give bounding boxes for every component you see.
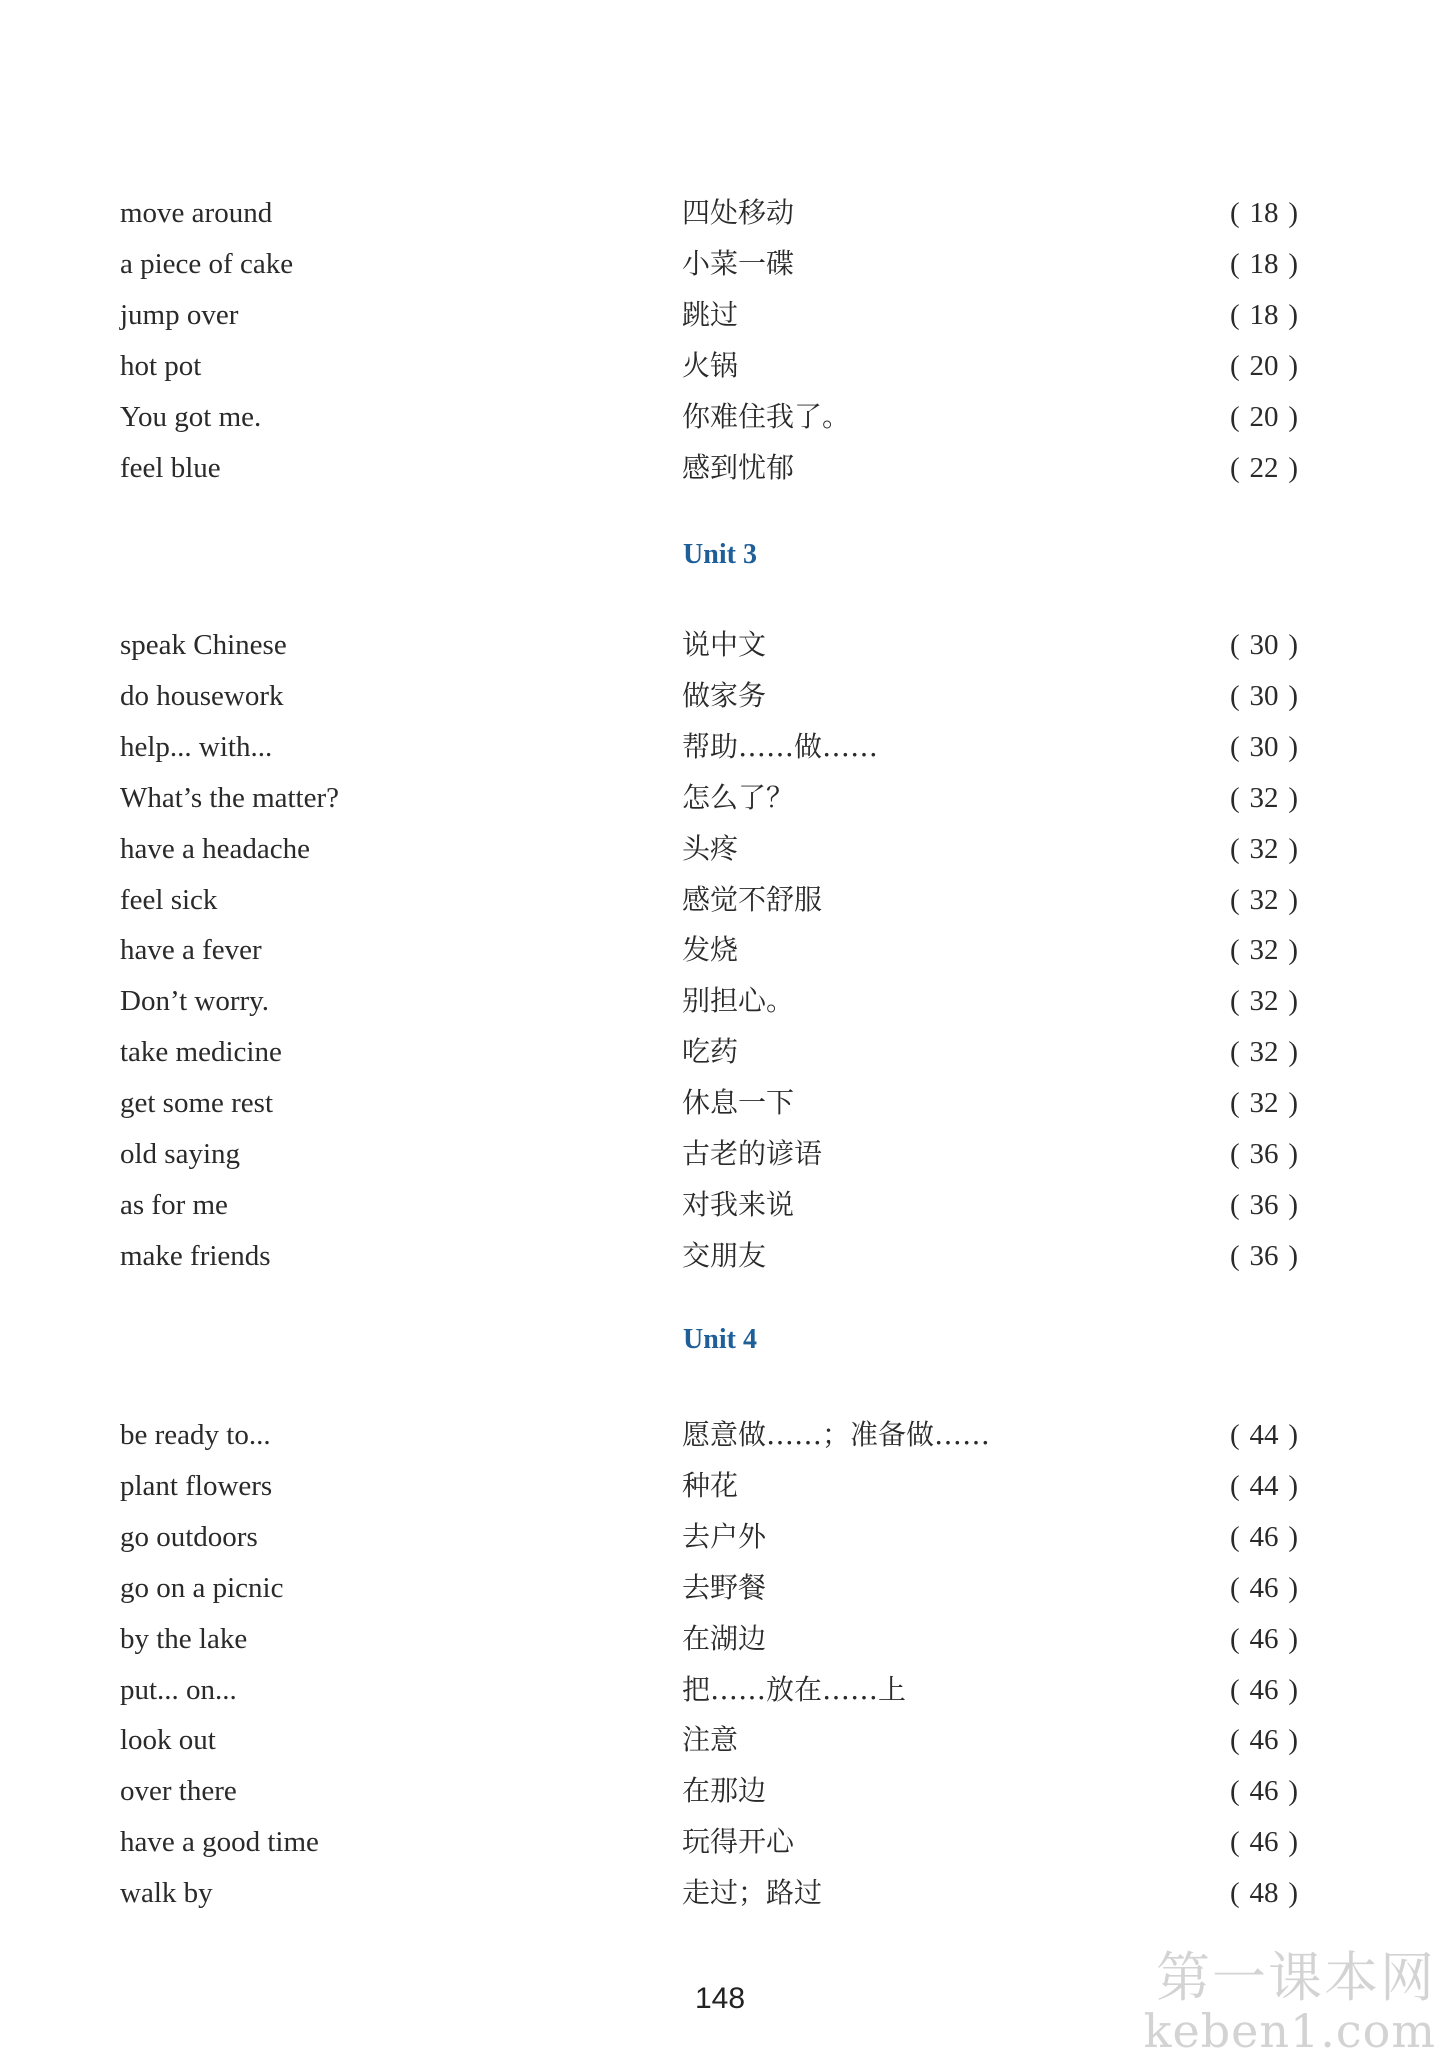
phrase-english: take medicine <box>120 1036 282 1068</box>
phrase-chinese: 去户外 <box>682 1520 767 1553</box>
phrase-row <box>0 976 1456 1026</box>
phrase-page-ref <box>1230 773 1298 823</box>
page-ref-number: 32 <box>1249 1087 1279 1119</box>
page-ref-number: 32 <box>1249 985 1279 1017</box>
phrase-english: jump over <box>120 299 239 331</box>
phrase-english: have a good time <box>120 1826 319 1858</box>
close-paren: ) <box>1288 1470 1298 1502</box>
close-paren: ) <box>1288 1775 1298 1807</box>
phrase-page-ref <box>1230 1715 1298 1765</box>
phrase-english: What’s the matter? <box>120 782 340 814</box>
close-paren: ) <box>1288 884 1298 916</box>
page-ref-number: 46 <box>1249 1572 1279 1604</box>
open-paren: ( <box>1230 680 1240 712</box>
open-paren: ( <box>1230 1674 1240 1706</box>
phrase-english: move around <box>120 197 273 229</box>
watermark-line1: 第一课本网 <box>1156 1946 1436 2009</box>
phrase-row <box>0 1715 1456 1765</box>
phrase-row <box>0 239 1456 289</box>
phrase-english: plant flowers <box>120 1470 273 1502</box>
close-paren: ) <box>1288 833 1298 865</box>
open-paren: ( <box>1230 731 1240 763</box>
phrase-page-ref <box>1230 1614 1298 1664</box>
phrase-chinese: 古老的谚语 <box>682 1137 823 1170</box>
phrase-english: old saying <box>120 1138 241 1170</box>
open-paren: ( <box>1230 629 1240 661</box>
unit-heading: Unit 4 <box>683 1324 757 1355</box>
open-paren: ( <box>1230 1419 1240 1451</box>
phrase-row <box>0 1129 1456 1179</box>
page-ref-number: 20 <box>1249 350 1279 382</box>
open-paren: ( <box>1230 1087 1240 1119</box>
page-ref-number: 22 <box>1249 452 1279 484</box>
page-ref-number: 46 <box>1249 1826 1279 1858</box>
open-paren: ( <box>1230 248 1240 280</box>
phrase-chinese: 对我来说 <box>682 1188 795 1221</box>
close-paren: ) <box>1288 680 1298 712</box>
page-ref-number: 32 <box>1249 782 1279 814</box>
close-paren: ) <box>1288 452 1298 484</box>
open-paren: ( <box>1230 884 1240 916</box>
phrase-row <box>0 392 1456 442</box>
phrase-chinese: 怎么了？ <box>682 781 795 814</box>
phrase-row <box>0 1563 1456 1613</box>
close-paren: ) <box>1288 985 1298 1017</box>
phrase-row <box>0 1180 1456 1230</box>
phrase-chinese: 把……放在……上 <box>682 1673 907 1706</box>
open-paren: ( <box>1230 934 1240 966</box>
close-paren: ) <box>1288 1240 1298 1272</box>
phrase-english: look out <box>120 1724 216 1756</box>
page-ref-number: 32 <box>1249 833 1279 865</box>
close-paren: ) <box>1288 782 1298 814</box>
page-ref-number: 36 <box>1249 1189 1279 1221</box>
open-paren: ( <box>1230 1470 1240 1502</box>
phrase-page-ref <box>1230 1027 1298 1077</box>
phrase-chinese: 你难住我了。 <box>682 400 851 433</box>
phrase-page-ref <box>1230 443 1298 493</box>
phrase-row <box>0 1512 1456 1562</box>
open-paren: ( <box>1230 1036 1240 1068</box>
page-ref-number: 46 <box>1249 1775 1279 1807</box>
phrase-row <box>0 1410 1456 1460</box>
phrase-chinese: 注意 <box>682 1723 739 1756</box>
phrase-row <box>0 1231 1456 1281</box>
close-paren: ) <box>1288 350 1298 382</box>
open-paren: ( <box>1230 985 1240 1017</box>
phrase-english: go outdoors <box>120 1521 258 1553</box>
open-paren: ( <box>1230 1623 1240 1655</box>
phrase-page-ref <box>1230 722 1298 772</box>
phrase-chinese: 帮助……做…… <box>682 730 879 763</box>
phrase-chinese: 种花 <box>682 1469 739 1502</box>
close-paren: ) <box>1288 1724 1298 1756</box>
close-paren: ) <box>1288 1138 1298 1170</box>
close-paren: ) <box>1288 629 1298 661</box>
phrase-chinese: 别担心。 <box>682 984 795 1017</box>
close-paren: ) <box>1288 934 1298 966</box>
close-paren: ) <box>1288 1419 1298 1451</box>
phrase-row <box>0 875 1456 925</box>
phrase-page-ref <box>1230 824 1298 874</box>
page-ref-number: 46 <box>1249 1674 1279 1706</box>
phrase-english: make friends <box>120 1240 271 1272</box>
page-ref-number: 18 <box>1249 248 1279 280</box>
close-paren: ) <box>1288 1623 1298 1655</box>
open-paren: ( <box>1230 299 1240 331</box>
phrase-english: get some rest <box>120 1087 274 1119</box>
page-ref-number: 44 <box>1249 1419 1279 1451</box>
phrase-page-ref <box>1230 1410 1298 1460</box>
phrase-chinese: 四处移动 <box>682 196 795 229</box>
phrase-page-ref <box>1230 1180 1298 1230</box>
phrase-row <box>0 620 1456 670</box>
close-paren: ) <box>1288 1189 1298 1221</box>
phrase-page-ref <box>1230 392 1298 442</box>
phrase-row <box>0 341 1456 391</box>
page-ref-number: 46 <box>1249 1623 1279 1655</box>
open-paren: ( <box>1230 197 1240 229</box>
phrase-page-ref <box>1230 1078 1298 1128</box>
phrase-row <box>0 773 1456 823</box>
phrase-chinese: 玩得开心 <box>682 1825 795 1858</box>
page-ref-number: 48 <box>1249 1877 1279 1909</box>
close-paren: ) <box>1288 248 1298 280</box>
open-paren: ( <box>1230 1724 1240 1756</box>
unit-heading: Unit 3 <box>683 539 757 570</box>
page-ref-number: 30 <box>1249 629 1279 661</box>
phrase-chinese: 做家务 <box>682 679 767 712</box>
phrase-page-ref <box>1230 976 1298 1026</box>
phrase-row <box>0 925 1456 975</box>
phrase-row <box>0 1078 1456 1128</box>
phrase-chinese: 在那边 <box>682 1774 767 1807</box>
close-paren: ) <box>1288 1826 1298 1858</box>
page-ref-number: 46 <box>1249 1521 1279 1553</box>
phrase-chinese: 说中文 <box>682 628 767 661</box>
phrase-chinese: 头疼 <box>682 832 739 865</box>
phrase-row <box>0 1868 1456 1918</box>
close-paren: ) <box>1288 1521 1298 1553</box>
phrase-chinese: 发烧 <box>682 933 739 966</box>
phrase-chinese: 在湖边 <box>682 1622 767 1655</box>
open-paren: ( <box>1230 1521 1240 1553</box>
open-paren: ( <box>1230 833 1240 865</box>
phrase-english: have a fever <box>120 934 262 966</box>
phrase-chinese: 火锅 <box>682 349 739 382</box>
close-paren: ) <box>1288 731 1298 763</box>
page-ref-number: 44 <box>1249 1470 1279 1502</box>
page-ref-number: 32 <box>1249 934 1279 966</box>
phrase-english: have a headache <box>120 833 310 865</box>
phrase-row <box>0 824 1456 874</box>
phrase-row <box>0 722 1456 772</box>
phrase-english: put... on... <box>120 1674 237 1706</box>
phrase-row <box>0 1665 1456 1715</box>
phrase-chinese: 休息一下 <box>682 1086 795 1119</box>
watermark-line2: keben1.com <box>1143 2003 1436 2058</box>
phrase-row <box>0 188 1456 238</box>
phrase-row <box>0 1766 1456 1816</box>
phrase-row <box>0 1614 1456 1664</box>
open-paren: ( <box>1230 1877 1240 1909</box>
page-ref-number: 30 <box>1249 731 1279 763</box>
phrase-english: go on a picnic <box>120 1572 284 1604</box>
phrase-english: feel blue <box>120 452 221 484</box>
phrase-page-ref <box>1230 1512 1298 1562</box>
page-ref-number: 20 <box>1249 401 1279 433</box>
page-ref-number: 36 <box>1249 1240 1279 1272</box>
phrase-chinese: 感到忧郁 <box>682 451 795 484</box>
open-paren: ( <box>1230 1189 1240 1221</box>
phrase-row <box>0 443 1456 493</box>
page-ref-number: 32 <box>1249 884 1279 916</box>
phrase-page-ref <box>1230 1817 1298 1867</box>
page-ref-number: 32 <box>1249 1036 1279 1068</box>
phrase-english: be ready to... <box>120 1419 271 1451</box>
phrase-page-ref <box>1230 341 1298 391</box>
close-paren: ) <box>1288 299 1298 331</box>
open-paren: ( <box>1230 1826 1240 1858</box>
phrase-page-ref <box>1230 1766 1298 1816</box>
phrase-chinese: 交朋友 <box>682 1239 767 1272</box>
phrase-chinese: 感觉不舒服 <box>682 883 823 916</box>
phrase-page-ref <box>1230 925 1298 975</box>
phrase-page-ref <box>1230 1868 1298 1918</box>
phrase-page-ref <box>1230 188 1298 238</box>
phrase-row <box>0 1817 1456 1867</box>
phrase-page-ref <box>1230 1461 1298 1511</box>
phrase-english: do housework <box>120 680 284 712</box>
close-paren: ) <box>1288 1877 1298 1909</box>
phrase-english: a piece of cake <box>120 248 294 280</box>
phrase-english: by the lake <box>120 1623 248 1655</box>
page-ref-number: 18 <box>1249 299 1279 331</box>
phrase-english: over there <box>120 1775 237 1807</box>
open-paren: ( <box>1230 350 1240 382</box>
phrase-page-ref <box>1230 875 1298 925</box>
phrase-english: help... with... <box>120 731 273 763</box>
phrase-chinese: 吃药 <box>682 1035 739 1068</box>
phrase-page-ref <box>1230 620 1298 670</box>
phrase-page-ref <box>1230 239 1298 289</box>
phrase-page-ref <box>1230 1129 1298 1179</box>
open-paren: ( <box>1230 1138 1240 1170</box>
phrase-english: You got me. <box>120 401 262 433</box>
phrase-page-ref <box>1230 1563 1298 1613</box>
phrase-page-ref <box>1230 1231 1298 1281</box>
open-paren: ( <box>1230 1240 1240 1272</box>
close-paren: ) <box>1288 197 1298 229</box>
phrase-row <box>0 671 1456 721</box>
page-ref-number: 46 <box>1249 1724 1279 1756</box>
close-paren: ) <box>1288 1036 1298 1068</box>
page-ref-number: 18 <box>1249 197 1279 229</box>
close-paren: ) <box>1288 1674 1298 1706</box>
phrase-chinese: 小菜一碟 <box>682 247 795 280</box>
phrase-english: Don’t worry. <box>120 985 270 1017</box>
phrase-page-ref <box>1230 671 1298 721</box>
page-number: 148 <box>694 1982 746 2015</box>
phrase-row <box>0 290 1456 340</box>
phrase-page-ref <box>1230 1665 1298 1715</box>
phrase-row <box>0 1027 1456 1077</box>
close-paren: ) <box>1288 1572 1298 1604</box>
phrase-chinese: 愿意做……；准备做…… <box>682 1418 991 1451</box>
close-paren: ) <box>1288 1087 1298 1119</box>
phrase-english: speak Chinese <box>120 629 287 661</box>
phrase-english: walk by <box>120 1877 213 1909</box>
open-paren: ( <box>1230 452 1240 484</box>
phrase-english: hot pot <box>120 350 202 382</box>
open-paren: ( <box>1230 1775 1240 1807</box>
phrase-chinese: 走过；路过 <box>682 1876 823 1909</box>
page-ref-number: 36 <box>1249 1138 1279 1170</box>
phrase-chinese: 去野餐 <box>682 1571 767 1604</box>
close-paren: ) <box>1288 401 1298 433</box>
phrase-chinese: 跳过 <box>682 298 739 331</box>
phrase-row <box>0 1461 1456 1511</box>
phrase-page-ref <box>1230 290 1298 340</box>
phrase-english: as for me <box>120 1189 228 1221</box>
open-paren: ( <box>1230 401 1240 433</box>
page-ref-number: 30 <box>1249 680 1279 712</box>
watermark <box>1136 1946 1436 2058</box>
open-paren: ( <box>1230 782 1240 814</box>
phrase-english: feel sick <box>120 884 218 916</box>
open-paren: ( <box>1230 1572 1240 1604</box>
